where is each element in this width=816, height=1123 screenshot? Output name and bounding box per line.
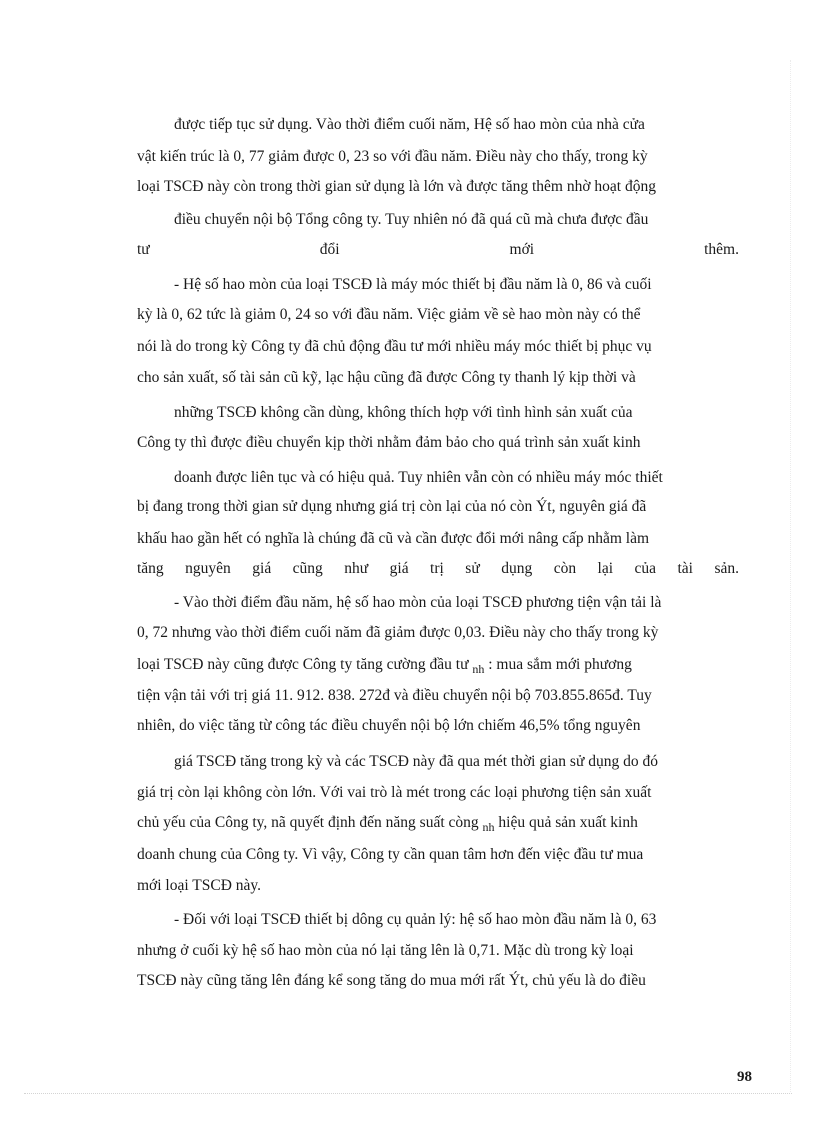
text-line: nhiên, do việc tăng từ công tác điều chuyển nội bộ lớn chiếm 46,5% tổng nguyên [137, 717, 641, 734]
text-line: được tiếp tục sử dụng. Vào thời điểm cuối năm, Hệ số hao mòn của nhà cửa [174, 116, 645, 133]
text-line: khấu hao gần hết có nghĩa là chúng đã cũ và cần được đổi mới nâng cấp nhằm làm [137, 530, 650, 547]
text-line: giá trị còn lại không còn lớn. Với vai trò là mét trong các loại phương tiện sản xuất [137, 784, 652, 801]
text-line: nhưng ở cuối kỳ hệ số hao mòn của nó lại tăng lên là 0,71. Mặc dù trong kỳ loại [137, 942, 634, 959]
text-line: doanh chung của Công ty. Vì vậy, Công ty cần quan tâm hơn đến việc đầu tư mua [137, 846, 644, 863]
text-line: - Vào thời điểm đầu năm, hệ số hao mòn của loại TSCĐ phương tiện vận tải là [174, 594, 662, 611]
page-number: 98 [737, 1069, 752, 1085]
text-fragment: hiệu quả sản xuất kinh [498, 814, 638, 831]
text-line: - Đối với loại TSCĐ thiết bị dông cụ quản lý: hệ số hao mòn đầu năm là 0, 63 [174, 911, 657, 928]
text-line: bị đang trong thời gian sử dụng nhưng giá trị còn lại của nó còn Ýt, nguyên giá đã [137, 498, 647, 515]
text-line: điều chuyển nội bộ Tổng công ty. Tuy nhiên nó đã quá cũ mà chưa được đầu [174, 211, 649, 228]
text-fragment: : mua sắm mới phương [488, 656, 632, 673]
text-line: Công ty thì được điều chuyển kịp thời nhằm đảm bảo cho quá trình sản xuất kinh [137, 434, 641, 451]
subscript-fragment: nh [482, 820, 495, 833]
text-line [137, 655, 739, 675]
page-edge-rule [790, 60, 791, 1092]
text-fragment: chủ yếu của Công ty, nã quyết định đến năng suất còng [137, 814, 479, 831]
text-line: tăng nguyên giá cũng như giá trị sử dụng còn lại của tài sản. [137, 560, 739, 577]
footer-divider [24, 1093, 792, 1094]
text-line: vật kiến trúc là 0, 77 giảm được 0, 23 so với đầu năm. Điều này cho thấy, trong kỳ [137, 148, 648, 165]
text-line: doanh được liên tục và có hiệu quả. Tuy nhiên vẫn còn có nhiều máy móc thiết [174, 469, 663, 486]
text-line: mới loại TSCĐ này. [137, 877, 262, 894]
text-line: nói là do trong kỳ Công ty đã chủ động đầu tư mới nhiều máy móc thiết bị phục vụ [137, 338, 652, 355]
subscript-fragment: nh [472, 662, 485, 675]
text-line: - Hệ số hao mòn của loại TSCĐ là máy móc thiết bị đầu năm là 0, 86 và cuối [174, 276, 652, 293]
text-line: tư đổi mới thêm. [137, 241, 739, 258]
text-line: loại TSCĐ này còn trong thời gian sử dụng là lớn và được tăng thêm nhờ hoạt động [137, 178, 656, 195]
text-fragment: loại TSCĐ này cũng được Công ty tăng cường đầu tư [137, 656, 469, 673]
text-line: kỳ là 0, 62 tức là giảm 0, 24 so với đầu năm. Việc giảm về sè hao mòn này có thể [137, 306, 641, 323]
text-line: giá TSCĐ tăng trong kỳ và các TSCĐ này đã qua mét thời gian sử dụng do đó [174, 753, 658, 770]
text-line: tiện vận tải với trị giá 11. 912. 838. 272đ và điều chuyển nội bộ 703.855.865đ. Tuy [137, 687, 652, 704]
text-line: cho sản xuất, số tài sản cũ kỹ, lạc hậu cũng đã được Công ty thanh lý kịp thời và [137, 369, 636, 386]
text-line: TSCĐ này cũng tăng lên đáng kể song tăng do mua mới rất Ýt, chủ yếu là do điều [137, 972, 646, 989]
text-line: 0, 72 nhưng vào thời điểm cuối năm đã giảm được 0,03. Điều này cho thấy trong kỳ [137, 624, 659, 641]
text-line: những TSCĐ không cần dùng, không thích hợp với tình hình sản xuất của [174, 404, 633, 421]
text-line [137, 813, 739, 833]
